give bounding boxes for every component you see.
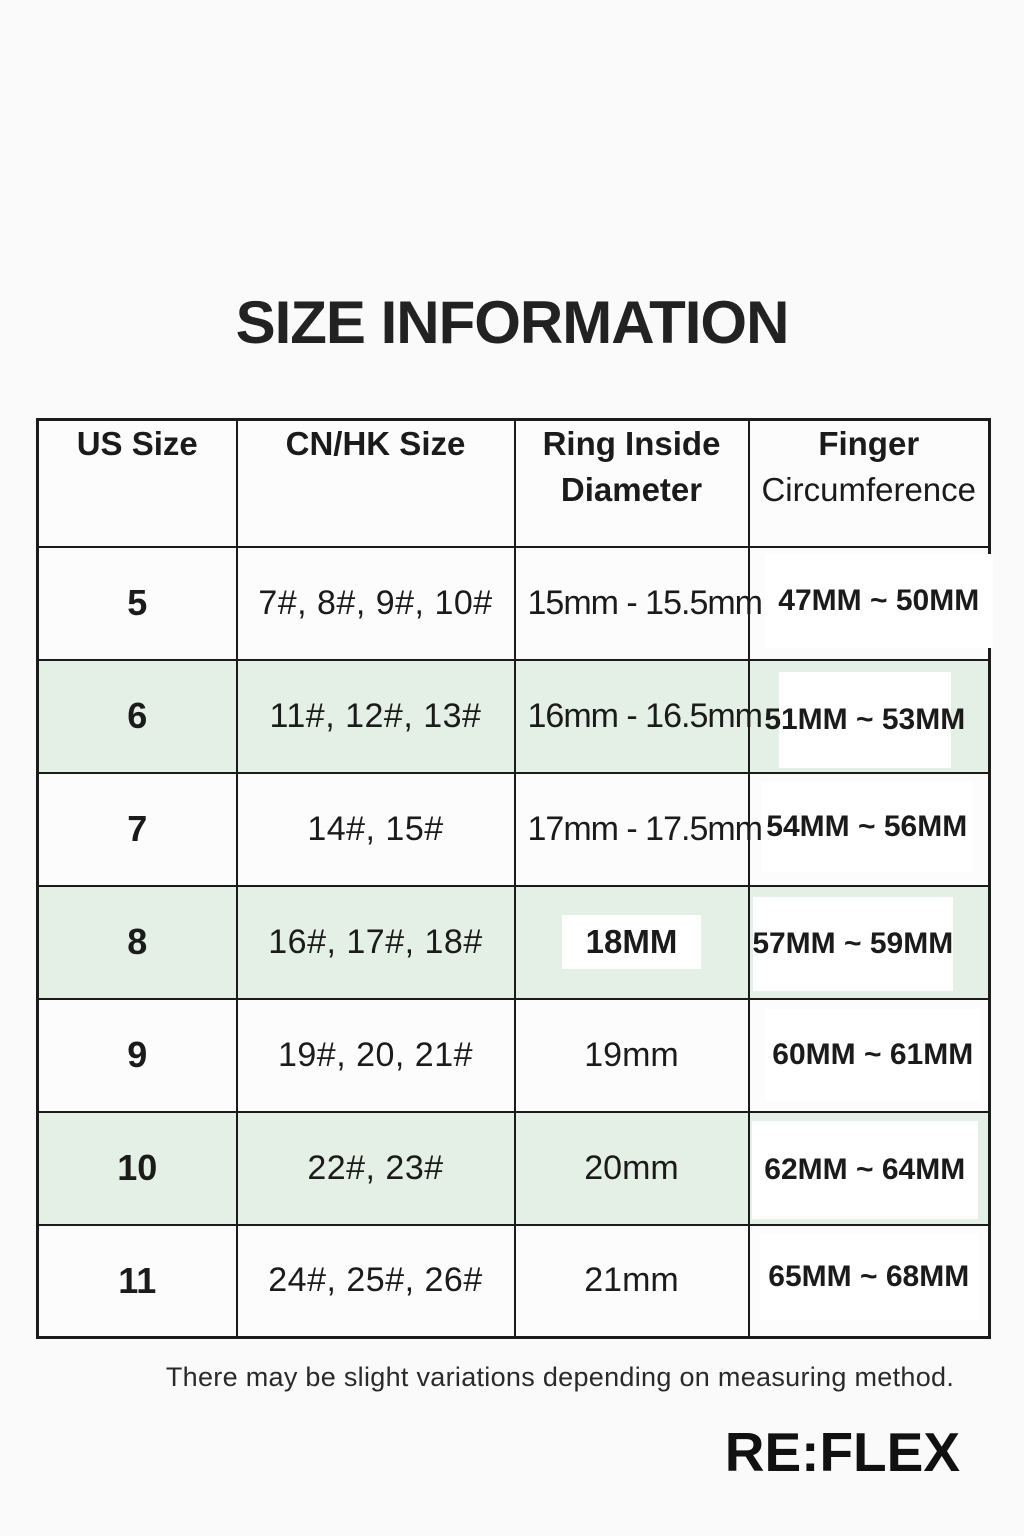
white-patch: [765, 1009, 981, 1101]
page-title: SIZE INFORMATION: [235, 289, 789, 356]
table-row-us10: [38, 1112, 990, 1225]
cn-size-cell: 16#, 17#, 18#: [237, 886, 515, 999]
us-size-cell: 8: [38, 886, 237, 999]
header-diameter-line2: Diameter: [560, 471, 703, 508]
diameter-value: 15mm - 15.5mm: [527, 583, 762, 622]
brand-logo: RE:FLEX: [724, 1421, 960, 1483]
white-patch: [753, 897, 953, 991]
diameter-value: 20mm: [584, 1148, 679, 1187]
circumference-value: 51MM ~ 53MM: [764, 703, 966, 736]
circumference-value: 54MM ~ 56MM: [766, 810, 968, 843]
header-finger-line1: Finger: [818, 425, 920, 462]
header-finger-circumference: [749, 420, 990, 547]
size-table: [36, 418, 991, 1339]
diameter-value: 18MM: [562, 915, 702, 969]
us-size-cell: 6: [38, 660, 237, 773]
diameter-value: 19mm: [584, 1035, 679, 1074]
diameter-cell: [515, 773, 762, 886]
circumference-cell: [749, 886, 990, 999]
white-patch: [760, 1234, 978, 1320]
us-size-cell: 11: [38, 1225, 237, 1338]
diameter-cell: [515, 886, 749, 999]
white-patch: [764, 672, 966, 768]
circumference-value: 62MM ~ 64MM: [764, 1153, 966, 1186]
diameter-cell: [515, 660, 762, 773]
header-cn-hk-size: [237, 420, 515, 547]
circumference-cell: [749, 547, 990, 660]
diameter-cell: [515, 1112, 749, 1225]
cn-size-cell: 24#, 25#, 26#: [237, 1225, 515, 1338]
us-size-cell: 10: [38, 1112, 237, 1225]
cn-size-cell: 11#, 12#, 13#: [237, 660, 515, 773]
table-row-us7: [38, 773, 990, 886]
cn-size-cell: 19#, 20, 21#: [237, 999, 515, 1112]
header-finger-line2: Circumference: [761, 471, 977, 508]
diameter-value: 21mm: [584, 1261, 679, 1300]
us-size-cell: 9: [38, 999, 237, 1112]
header-us-size: [38, 420, 237, 547]
circumference-cell: [749, 1225, 990, 1338]
diameter-value: 17mm - 17.5mm: [527, 809, 762, 848]
white-patch: [752, 1121, 978, 1219]
variation-note: There may be slight variations depending on measuring method.: [165, 1362, 955, 1392]
table-row-us5: [38, 547, 990, 660]
table-row-us9: [38, 999, 990, 1112]
cn-size-cell: 22#, 23#: [237, 1112, 515, 1225]
us-size-cell: 5: [38, 547, 237, 660]
white-patch: [765, 554, 993, 648]
diameter-value: 16mm - 16.5mm: [527, 696, 762, 735]
header-row: [38, 420, 990, 547]
circumference-value: 47MM ~ 50MM: [778, 584, 980, 617]
circumference-value: 60MM ~ 61MM: [772, 1038, 974, 1071]
circumference-value: 57MM ~ 59MM: [752, 927, 954, 960]
us-size-cell: 7: [38, 773, 237, 886]
header-ring-inside-diameter: [515, 420, 749, 547]
header-us-size-label: US Size: [76, 425, 198, 462]
circumference-cell: [749, 1112, 990, 1225]
circumference-cell: [749, 773, 990, 886]
diameter-cell: [515, 999, 749, 1112]
cn-size-cell: 14#, 15#: [237, 773, 515, 886]
diameter-cell: [515, 1225, 749, 1338]
diameter-cell: [515, 547, 762, 660]
table-row-us8: [38, 886, 990, 999]
circumference-cell: [749, 999, 990, 1112]
cn-size-cell: 7#, 8#, 9#, 10#: [237, 547, 515, 660]
header-cn-hk-size-label: CN/HK Size: [285, 425, 466, 462]
circumference-cell: [749, 660, 990, 773]
circumference-value: 65MM ~ 68MM: [768, 1259, 970, 1293]
header-diameter-line1: Ring Inside: [542, 425, 721, 462]
table-row-us6: [38, 660, 990, 773]
table-row-us11: [38, 1225, 990, 1338]
white-patch: [761, 782, 973, 872]
